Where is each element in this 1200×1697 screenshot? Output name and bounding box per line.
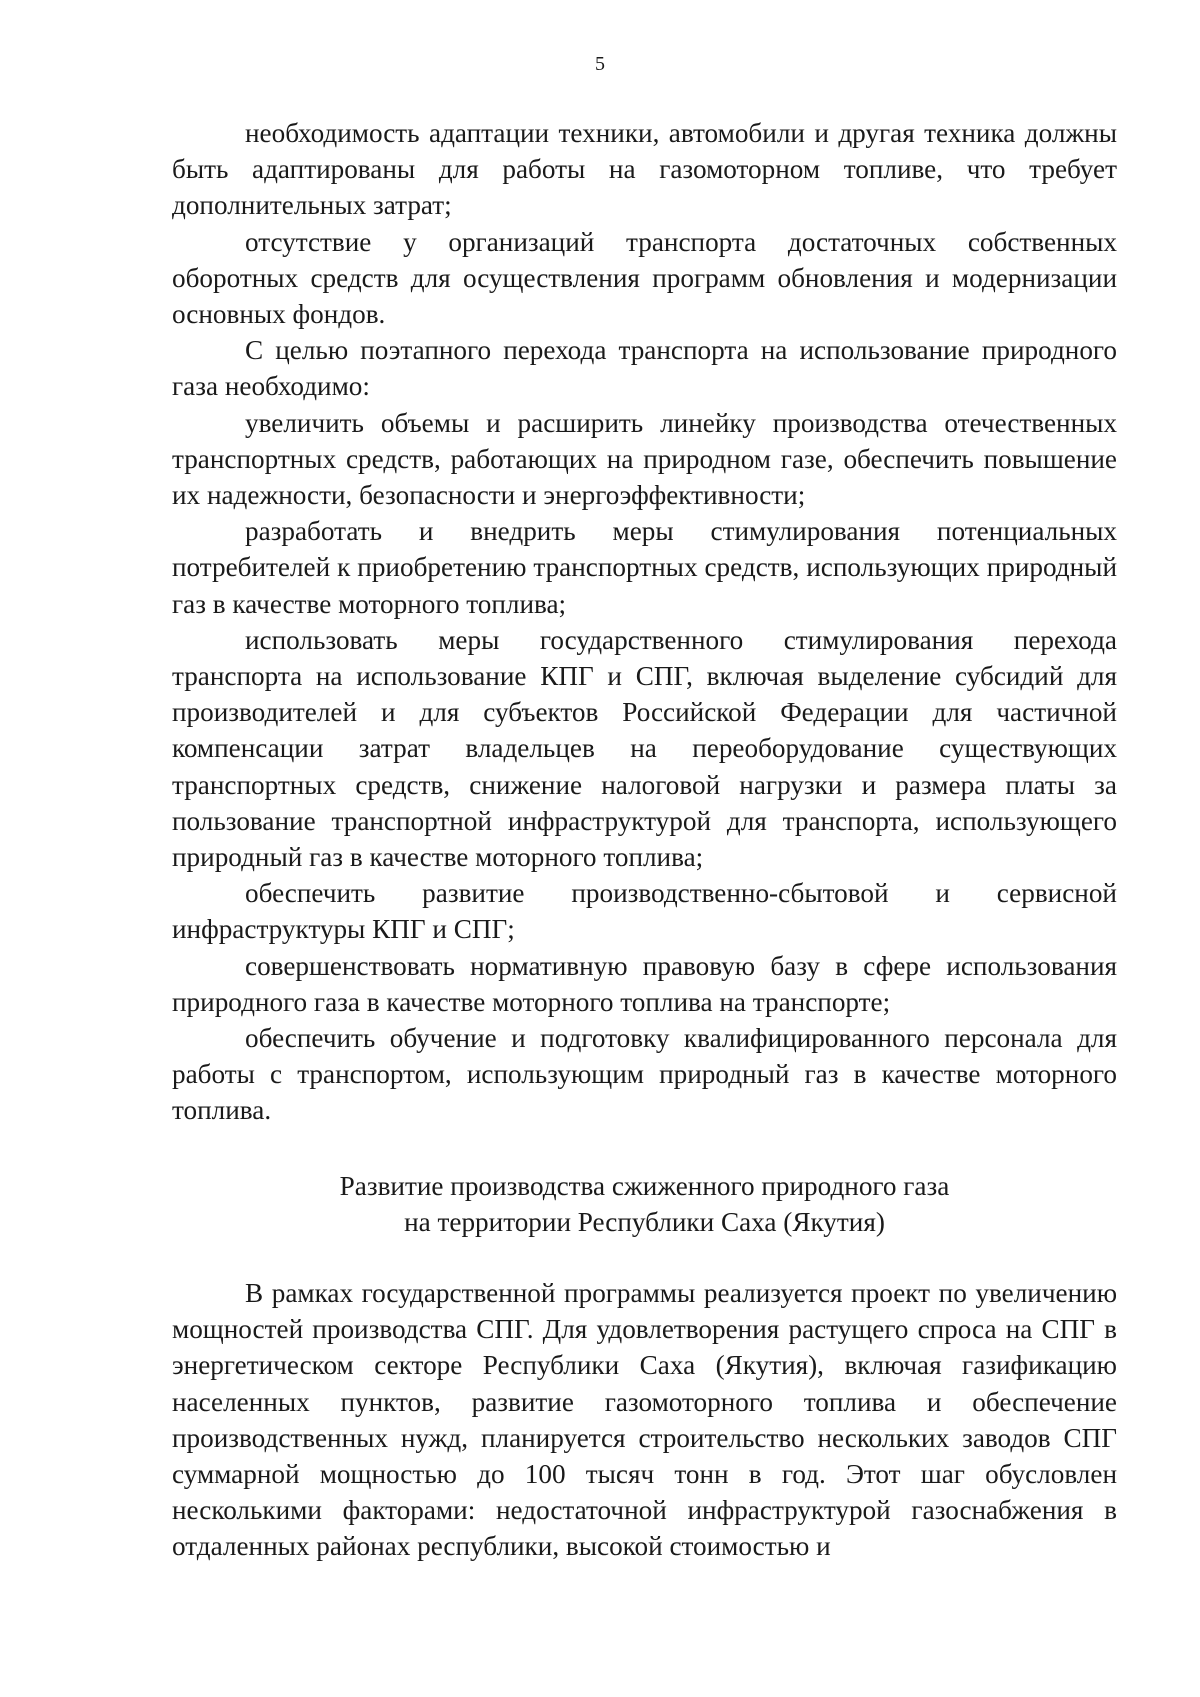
- section-paragraph: В рамках государственной программы реализуется проект по увеличению мощностей производства СПГ. Для удовлетворения растущего спроса на СПГ в энергетическом секторе Республики Саха (Якутия), включая газификацию населенных пунктов, развитие газомоторного топлива и обеспечение производственных нужд, планируется строительство нескольких заводов СПГ суммарной мощностью до 100 тысяч тонн в год. Этот шаг обусловлен несколькими факторами: недостаточной инфраструктурой газоснабжения в отдаленных районах республики, высокой стоимостью и: [172, 1278, 1117, 1562]
- paragraph-8: совершенствовать нормативную правовую базу в сфере использования природного газа в качестве моторного топлива на транспорте;: [172, 950, 1117, 1017]
- paragraph-5: разработать и внедрить меры стимулирования потенциальных потребителей к приобретению транспортных средств, использующих природный газ в качестве моторного топлива;: [172, 516, 1117, 619]
- section-heading-line-1: Развитие производства сжиженного природного газа: [339, 1171, 950, 1201]
- section-heading-line-2: на территории Республики Саха (Якутия): [404, 1207, 885, 1238]
- paragraph-6: использовать меры государственного стимулирования перехода транспорта на использование КПГ и СПГ, включая выделение субсидий для производителей и для субъектов Российской Федерации для частичной компенсации затрат владельцев на переоборудование существующих транспортных средств, снижение налоговой нагрузки и размера платы за пользование транспортной инфраструктурой для транспорта, использующего природный газ в качестве моторного топлива;: [172, 624, 1117, 873]
- section-body: [172, 1275, 1117, 1565]
- page-number: 5: [595, 53, 605, 75]
- paragraph-9: обеспечить обучение и подготовку квалифицированного персонала для работы с транспортом, использующим природный газ в качестве моторного топлива.: [172, 1023, 1117, 1126]
- paragraph-1: необходимость адаптации техники, автомобили и другая техника должны быть адаптированы для работы на газомоторном топливе, что требует дополнительных затрат;: [172, 118, 1117, 221]
- paragraph-7: обеспечить развитие производственно-сбытовой и сервисной инфраструктуры КПГ и СПГ;: [172, 878, 1117, 945]
- paragraph-4: увеличить объемы и расширить линейку производства отечественных транспортных средств, работающих на природном газе, обеспечить повышение их надежности, безопасности и энергоэффективности;: [172, 407, 1117, 511]
- section-heading: [172, 1168, 1117, 1240]
- body-text: [172, 115, 1117, 1129]
- paragraph-3: С целью поэтапного перехода транспорта на использование природного газа необходимо:: [172, 335, 1117, 402]
- paragraph-2: отсутствие у организаций транспорта достаточных собственных оборотных средств для осуществления программ обновления и модернизации основных фондов.: [172, 226, 1117, 330]
